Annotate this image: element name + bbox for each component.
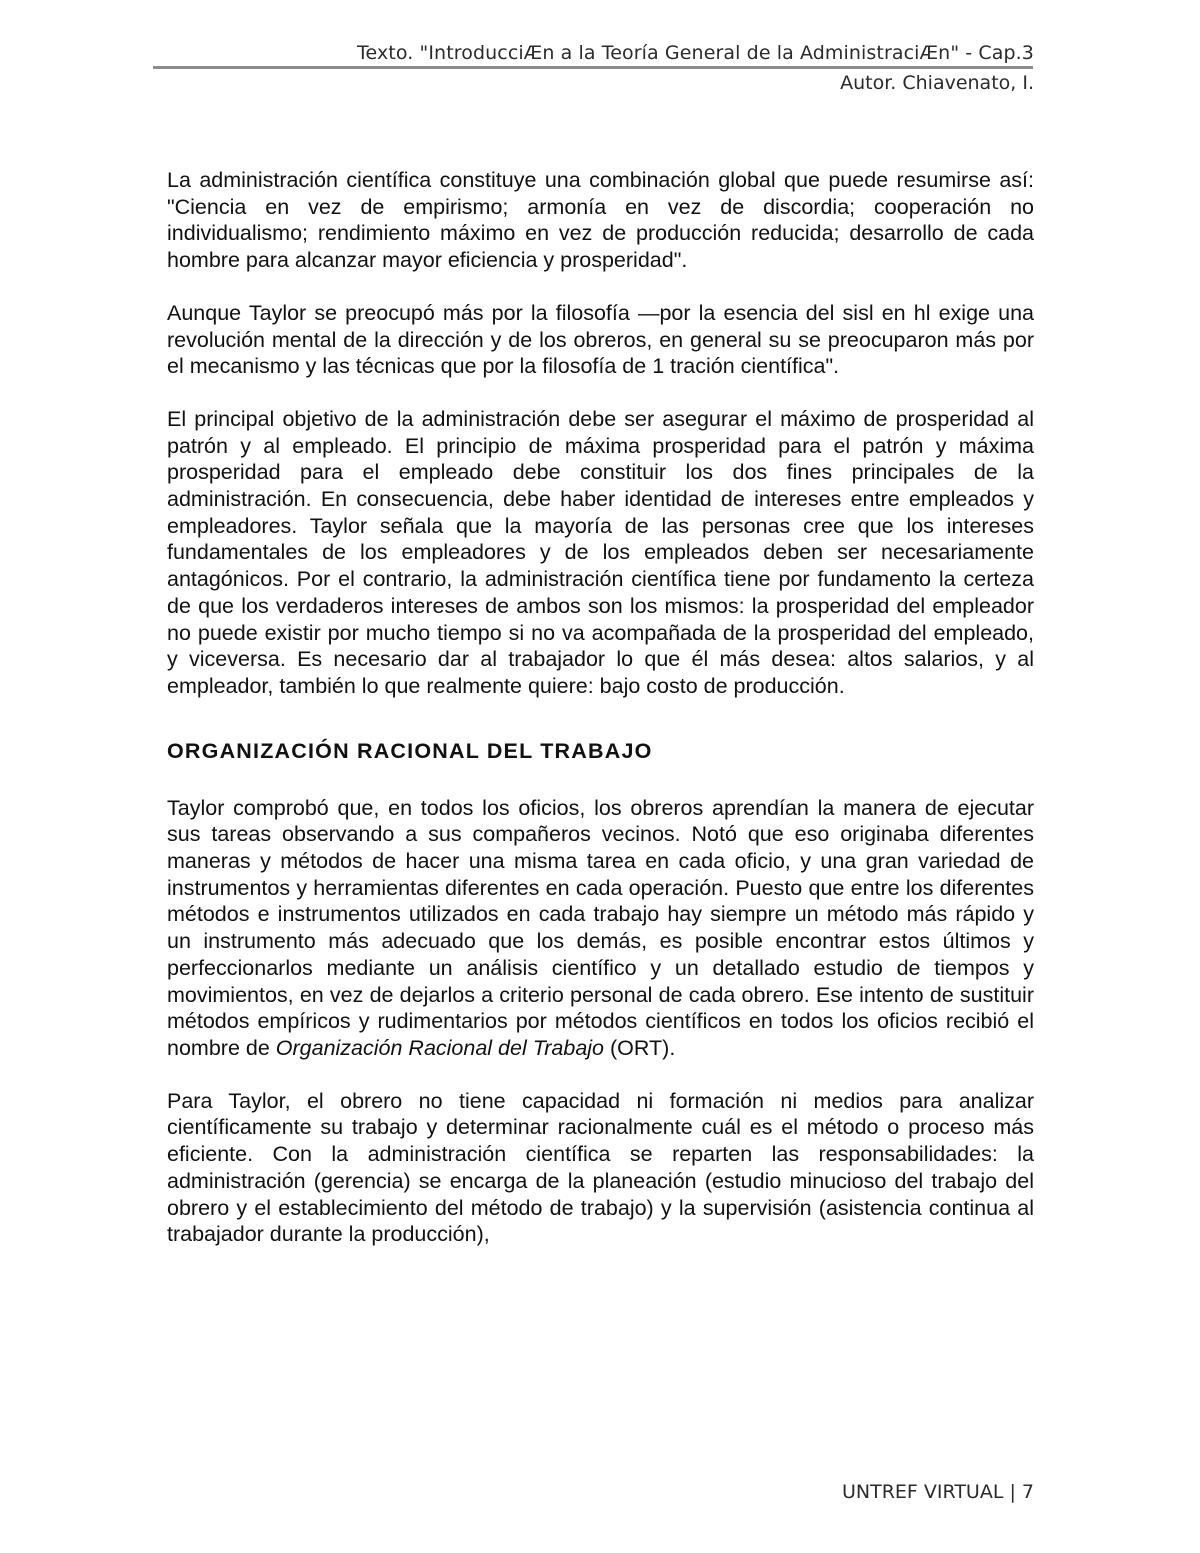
section-heading: ORGANIZACIÓN RACIONAL DEL TRABAJO — [167, 738, 653, 763]
paragraph-4-italic-term: Organización Racional del Trabajo — [275, 1035, 605, 1060]
page-footer: UNTREF VIRTUAL | 7 — [842, 1481, 1034, 1503]
paragraph-2: Aunque Taylor se preocupó más por la filosofía —por la esencia del sisl en hl exige una revolución mental de la dirección y de los obreros, en general su se preocuparon más por el mecanismo y las técnicas que por la filosofía de 1 tración científica". — [167, 300, 1034, 379]
document-body — [167, 167, 1034, 1274]
paragraph-3: El principal objetivo de la administración debe ser asegurar el máximo de prosperidad al patrón y al empleado. El principio de máxima prosperidad para el patrón y máxima prosperidad para el empleado debe constituir los dos fines principales de la administración. En consecuencia, debe haber identidad de intereses entre empleados y empleadores. Taylor señala que la mayoría de las personas cree que los intereses fundamentales de los empleadores y de los empleados deben ser necesariamente antagónicos. Por el contrario, la administración científica tiene por fundamento la certeza de que los verdaderos intereses de ambos son los mismos: la prosperidad del empleador no puede existir por mucho tiempo si no va acompañada de la prosperidad del empleado, y viceversa. Es necesario dar al trabajador lo que él más desea: altos salarios, y al empleador, también lo que realmente quiere: bajo costo de producción. — [167, 406, 1034, 698]
header-author: Autor. Chiavenato, I. — [840, 72, 1034, 94]
paragraph-5: Para Taylor, el obrero no tiene capacidad ni formación ni medios para analizar científicamente su trabajo y determinar racionalmente cuál es el método o proceso más eficiente. Con la administración científica se reparten las responsabilidades: la administración (gerencia) se encarga de la planeación (estudio minucioso del trabajo del obrero y el establecimiento del método de trabajo) y la supervisión (asistencia continua al trabajador durante la producción), — [167, 1088, 1034, 1247]
paragraph-4-end: (ORT). — [604, 1035, 676, 1060]
header-title: Texto. "IntroducciÆn a la Teoría General de la AdministraciÆn" - Cap.3 — [357, 42, 1034, 64]
header-divider — [153, 66, 1033, 69]
paragraph-1: La administración científica constituye una combinación global que puede resumirse así: "Ciencia en vez de empirismo; armonía en vez de discordia; cooperación no individualismo; rendimiento máximo en vez de producción reducida; desarrollo de cada hombre para alcanzar mayor eficiencia y prosperidad". — [167, 168, 1034, 273]
paragraph-4 — [167, 795, 1034, 1062]
paragraph-4-text: Taylor comprobó que, en todos los oficios, los obreros aprendían la manera de ejecutar sus tareas observando a sus compañeros vecinos. Notó que eso originaba diferentes maneras y métodos de hacer una misma tarea en cada oficio, y una gran variedad de instrumentos y herramientas diferentes en cada operación. Puesto que entre los diferentes métodos e instrumentos utilizados en cada trabajo hay siempre un método más rápido y un instrumento más adecuado que los demás, es posible encontrar estos últimos y perfeccionarlos mediante un análisis científico y un detallado estudio de tiempos y movimientos, en vez de dejarlos a criterio personal de cada obrero. Ese intento de sustituir métodos empíricos y rudimentarios por métodos científicos en todos los oficios recibió el nombre de — [167, 795, 1034, 1060]
